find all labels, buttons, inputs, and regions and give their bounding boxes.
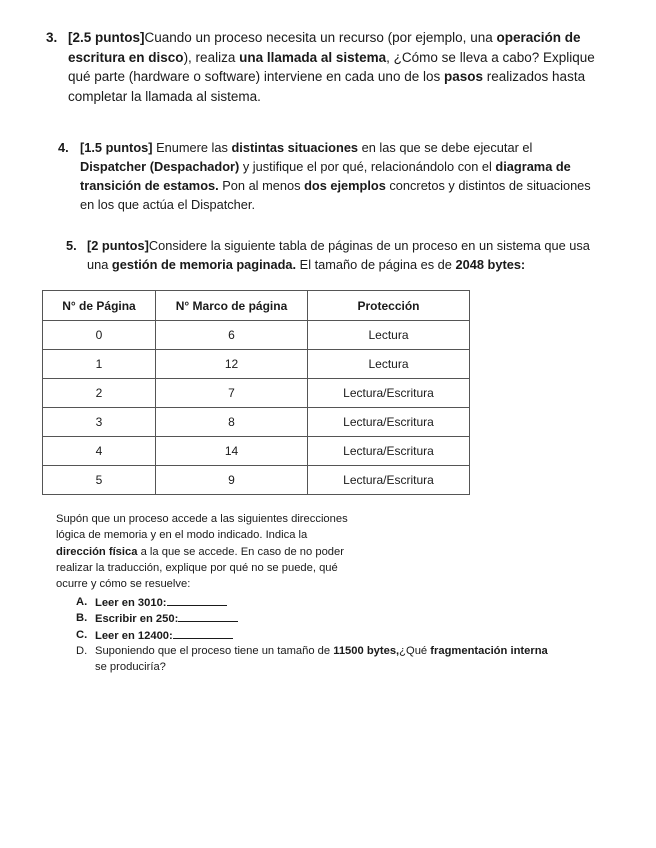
table-cell: Lectura — [308, 321, 470, 350]
table-cell: 3 — [43, 408, 156, 437]
text: realizados hasta completar la llamada al sistema. — [68, 69, 586, 104]
answer-blank — [173, 627, 233, 639]
table-cell: Lectura/Escritura — [308, 379, 470, 408]
question-number: 4. — [58, 140, 69, 155]
text: , ¿Cómo se lleva a cabo? Explique qué parte (hardware o software) interviene en cada uno de los — [68, 49, 595, 84]
text: concretos y distintos de situaciones en los que actúa el Dispatcher. — [80, 178, 591, 212]
table-cell: Lectura — [308, 350, 470, 379]
sub-question-c — [76, 627, 576, 643]
table-cell: Lectura/Escritura — [308, 408, 470, 437]
bold-text: dos ejemplos — [304, 178, 386, 193]
text: Suponiendo que el proceso tiene un tamaño de — [95, 644, 334, 657]
sub-question-a — [76, 594, 576, 610]
text-line: lógica de memoria y en el modo indicado. Indica la — [56, 529, 308, 542]
bold-text: operación de escritura en disco — [68, 30, 581, 65]
bold-text: distintas situaciones — [231, 140, 359, 155]
table-row — [43, 321, 470, 350]
instruction-paragraph — [56, 511, 386, 592]
text: Enumere las — [152, 140, 232, 155]
table-cell: 1 — [43, 350, 156, 379]
sub-question-d — [76, 643, 576, 675]
text: El tamaño de página es de — [296, 257, 456, 272]
table-cell: 6 — [156, 321, 308, 350]
text: Pon al menos — [218, 178, 305, 193]
text-line: Supón que un proceso accede a las siguientes direcciones — [56, 513, 348, 525]
points-label: [2 puntos] — [87, 238, 149, 253]
table-row — [43, 437, 470, 466]
table-row — [43, 408, 470, 437]
item-label: D. — [76, 644, 88, 657]
table-header-row — [43, 291, 470, 321]
table-cell: 12 — [156, 350, 308, 379]
table-cell: 9 — [156, 466, 308, 495]
table-cell: Lectura/Escritura — [308, 466, 470, 495]
table-row — [43, 350, 470, 379]
bold-text: 2048 bytes: — [455, 257, 526, 272]
text-line: ocurre y cómo se resuelve: — [56, 578, 191, 591]
question-number: 3. — [46, 30, 58, 45]
bold-text: Dispatcher (Despachador) — [80, 159, 240, 174]
bold-text: dirección física — [56, 545, 138, 558]
sub-question-list — [76, 594, 576, 675]
item-label: B. — [76, 612, 88, 625]
column-header: N° de Página — [43, 291, 156, 321]
table-cell: 2 — [43, 379, 156, 408]
table-cell: 0 — [43, 321, 156, 350]
item-label: A. — [76, 596, 88, 608]
text: en las que se debe ejecutar el — [358, 140, 533, 155]
answer-blank — [167, 594, 227, 606]
item-text: Leer en 3010: — [95, 597, 167, 609]
question-text — [68, 28, 603, 106]
table-cell: 14 — [156, 437, 308, 466]
table-row — [43, 466, 470, 495]
table-cell: 7 — [156, 379, 308, 408]
table-cell: 5 — [43, 466, 156, 495]
question-text — [80, 138, 600, 214]
sub-question-b — [76, 610, 576, 626]
bold-text: pasos — [443, 69, 484, 84]
answer-blank — [178, 610, 238, 622]
text: ), realiza — [183, 49, 240, 65]
text: ¿Qué — [399, 644, 431, 657]
item-text — [95, 643, 555, 676]
text-line: realizar la traducción, explique por qué no se puede, qué — [56, 561, 338, 574]
column-header: N° Marco de página — [156, 291, 308, 321]
text-line — [56, 544, 386, 560]
points-label: [2.5 puntos] — [68, 30, 145, 45]
text: Cuando un proceso necesita un recurso (por ejemplo, una — [144, 30, 497, 45]
table-cell: 4 — [43, 437, 156, 466]
question-number: 5. — [66, 238, 77, 253]
bold-text: fragmentación interna — [430, 644, 548, 657]
text: a la que se accede. En caso de no poder — [137, 545, 344, 558]
item-text: Leer en 12400: — [95, 629, 173, 642]
item-label: C. — [76, 628, 88, 641]
table-cell: Lectura/Escritura — [308, 437, 470, 466]
column-header: Protección — [308, 291, 470, 321]
text: Considere la siguiente tabla de páginas de un proceso en un sistema que usa una — [87, 238, 590, 272]
bold-text: gestión de memoria paginada. — [111, 257, 297, 272]
bold-text: 11500 bytes, — [333, 644, 400, 657]
question-text — [87, 236, 602, 274]
points-label: [1.5 puntos] — [80, 140, 153, 155]
bold-text: una llamada al sistema — [239, 49, 387, 65]
text: y justifique el por qué, relacionándolo con el — [239, 159, 496, 174]
text: se produciría? — [95, 661, 166, 674]
item-text: Escribir en 250: — [95, 613, 179, 626]
table-row — [43, 379, 470, 408]
table-cell: 8 — [156, 408, 308, 437]
bold-text: diagrama de transición de estamos. — [80, 159, 571, 193]
page-table — [42, 290, 470, 495]
